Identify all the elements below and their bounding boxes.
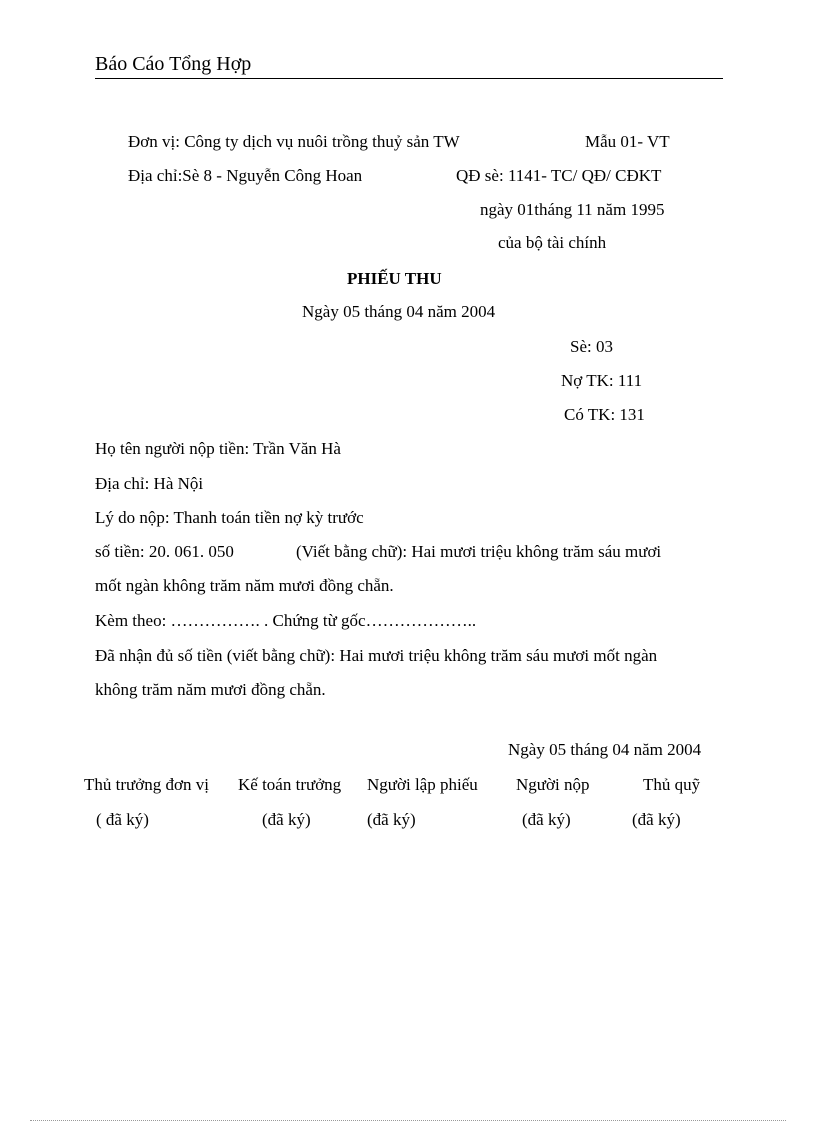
amount-number: số tiền: 20. 061. 050 <box>95 542 234 561</box>
attached-documents: Kèm theo: ……………. . Chứng từ gốc……………….. <box>95 611 477 630</box>
signature-role: Người nộp <box>516 775 590 794</box>
signature-role: Thủ trưởng đơn vị <box>84 775 209 794</box>
page-bottom-divider <box>30 1120 786 1121</box>
signature-status: (đã ký) <box>522 810 571 829</box>
voucher-date: Ngày 05 tháng 04 năm 2004 <box>302 302 496 321</box>
page-header-title: Báo Cáo Tổng Hợp <box>95 54 723 79</box>
signature-role: Kế toán trưởng <box>238 775 342 794</box>
issuer: của bộ tài chính <box>498 233 607 252</box>
payment-reason: Lý do nộp: Thanh toán tiền nợ kỳ trước <box>95 508 364 527</box>
payer-name: Họ tên người nộp tiền: Trần Văn Hà <box>95 439 341 458</box>
signature-role: Thủ quỹ <box>643 775 701 794</box>
credit-account: Có TK: 131 <box>564 405 645 424</box>
voucher-title: PHIẾU THU <box>347 269 442 288</box>
signature-status: (đã ký) <box>367 810 416 829</box>
unit-address: Địa chỉ:Sè 8 - Nguyễn Công Hoan <box>128 166 363 185</box>
unit-name: Đơn vị: Công ty dịch vụ nuôi trồng thuỷ sản TW <box>128 132 460 151</box>
signature-status: ( đã ký) <box>96 810 149 829</box>
payer-address: Địa chỉ: Hà Nội <box>95 474 204 493</box>
voucher-number: Sè: 03 <box>570 337 613 356</box>
debit-account: Nợ TK: 111 <box>561 371 643 390</box>
signature-date: Ngày 05 tháng 04 năm 2004 <box>508 740 702 759</box>
signature-status: (đã ký) <box>632 810 681 829</box>
amount-words-line1: (Viết bằng chữ): Hai mươi triệu không trăm sáu mươi <box>296 542 662 561</box>
received-line1: Đã nhận đủ số tiền (viết bằng chữ): Hai mươi triệu không trăm sáu mươi mốt ngàn <box>95 646 658 665</box>
signature-role: Người lập phiếu <box>367 775 478 794</box>
amount-words-line2: mốt ngàn không trăm năm mươi đồng chẵn. <box>95 576 394 595</box>
signature-status: (đã ký) <box>262 810 311 829</box>
received-line2: không trăm năm mươi đồng chẵn. <box>95 680 326 699</box>
decision-number: QĐ sè: 1141- TC/ QĐ/ CĐKT <box>456 166 662 185</box>
form-code: Mẫu 01- VT <box>585 132 670 151</box>
decision-date: ngày 01tháng 11 năm 1995 <box>480 200 665 219</box>
